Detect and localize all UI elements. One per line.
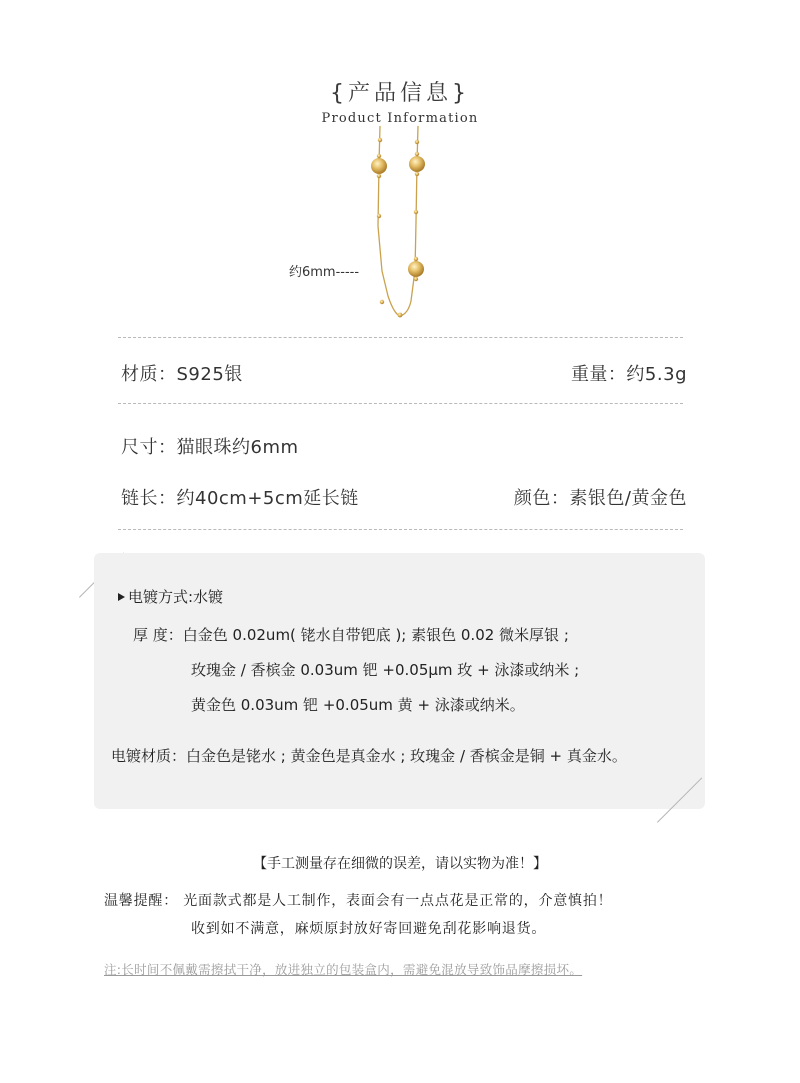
size-spec: 尺寸：猫眼珠约6mm	[121, 437, 299, 458]
necklace-image	[360, 126, 440, 326]
plating-method	[118, 586, 223, 607]
plating-thickness-line1: 厚 度：白金色 0.02um( 铑水自带钯底 ); 素银色 0.02 微米厚银 ;	[133, 626, 569, 644]
plating-thickness-line3: 黄金色 0.03um 钯 +0.05um 黄 + 泳漆或纳米。	[191, 696, 525, 714]
material-spec: 材质：S925银	[121, 364, 243, 385]
page-subtitle: Product Information	[321, 111, 479, 126]
care-note: 注:长时间不佩戴需擦拭干净，放进独立的包装盒内，需避免混放导致饰品摩擦损坏。	[104, 962, 583, 977]
color-spec: 颜色：素银色/黄金色	[513, 488, 687, 509]
page-title: {产品信息}	[330, 81, 470, 106]
reminder-line-2: 收到如不满意，麻烦原封放好寄回避免刮花影响退货。	[191, 921, 547, 937]
bead-size-label: 约6mm-----	[289, 265, 360, 280]
chain-length-spec: 链长：约40cm+5cm延长链	[121, 488, 359, 509]
plating-thickness-line2: 玫瑰金 / 香槟金 0.03um 钯 +0.05μm 玫 + 泳漆或纳米 ;	[191, 661, 580, 679]
divider	[118, 337, 683, 338]
triangle-bullet-icon	[118, 593, 125, 601]
divider	[118, 529, 683, 530]
plating-material: 电镀材质：白金色是铑水 ; 黄金色是真金水 ; 玫瑰金 / 香槟金是铜 + 真金水。	[111, 747, 627, 765]
measurement-notice: 【手工测量存在细微的误差，请以实物为准！】	[253, 856, 547, 872]
reminder-line-1: 温馨提醒： 光面款式都是人工制作，表面会有一点点花是正常的，介意慎拍！	[104, 893, 613, 909]
divider	[118, 403, 683, 404]
plating-method-text: 电镀方式:水镀	[128, 588, 224, 606]
weight-spec: 重量：约5.3g	[570, 364, 687, 385]
